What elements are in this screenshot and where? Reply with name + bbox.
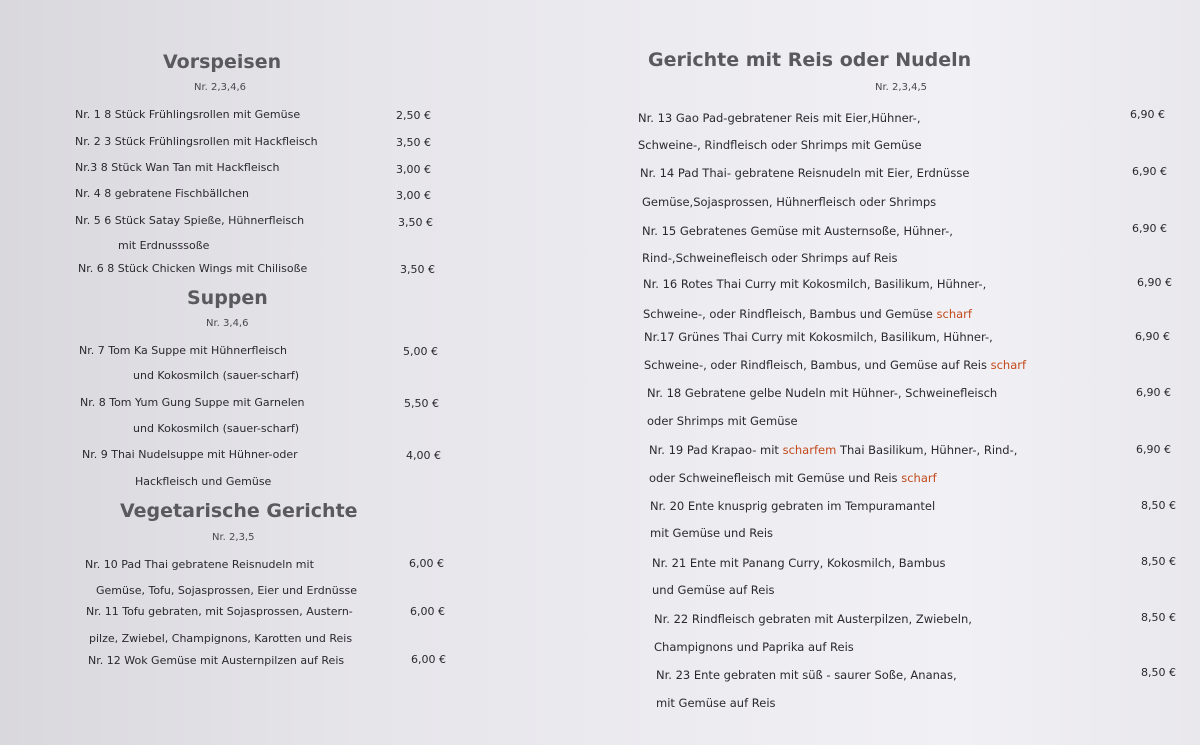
menu-item-8-line2: und Kokosmilch (sauer-scharf) bbox=[133, 422, 300, 435]
menu-item-20-line2: mit Gemüse und Reis bbox=[650, 526, 774, 540]
menu-item-7-price: 5,00 € bbox=[403, 345, 438, 358]
menu-item-22-price: 8,50 € bbox=[1141, 611, 1176, 624]
section-allergens-vorspeisen: Nr. 2,3,4,6 bbox=[194, 82, 247, 93]
menu-item-11: Nr. 11 Tofu gebraten, mit Sojasprossen, Austern- bbox=[86, 605, 353, 618]
menu-item-21-price: 8,50 € bbox=[1141, 555, 1176, 568]
menu-item-7: Nr. 7 Tom Ka Suppe mit Hühnerfleisch bbox=[79, 344, 288, 357]
menu-item-7-line2: und Kokosmilch (sauer-scharf) bbox=[133, 369, 300, 382]
menu-item-8: Nr. 8 Tom Yum Gung Suppe mit Garnelen bbox=[80, 396, 305, 409]
menu-item-3: Nr.3 8 Stück Wan Tan mit Hackfleisch bbox=[75, 161, 280, 174]
section-allergens-suppen: Nr. 3,4,6 bbox=[206, 318, 249, 329]
menu-item-6: Nr. 6 8 Stück Chicken Wings mit Chilisoße bbox=[78, 262, 308, 275]
menu-item-23-line2: mit Gemüse auf Reis bbox=[656, 696, 776, 710]
menu-item-11-line2: pilze, Zwiebel, Champignons, Karotten und Reis bbox=[89, 632, 353, 645]
menu-item-17: Nr.17 Grünes Thai Curry mit Kokosmilch, Basilikum, Hühner-, bbox=[644, 330, 993, 344]
menu-item-17-hot-label: scharf bbox=[990, 358, 1027, 372]
menu-item-1: Nr. 1 8 Stück Frühlingsrollen mit Gemüse bbox=[75, 108, 301, 121]
menu-item-19-line2 bbox=[649, 471, 937, 485]
menu-item-9-price: 4,00 € bbox=[406, 449, 441, 462]
menu-item-21: Nr. 21 Ente mit Panang Curry, Kokosmilch, Bambus bbox=[652, 556, 946, 570]
menu-item-9-line2: Hackfleisch und Gemüse bbox=[135, 475, 272, 488]
menu-item-4-price: 3,00 € bbox=[396, 189, 431, 202]
menu-item-19-hot-label: scharf bbox=[901, 471, 937, 485]
menu-item-6-price: 3,50 € bbox=[400, 263, 435, 276]
section-title-vorspeisen: Vorspeisen bbox=[163, 51, 282, 73]
menu-item-22: Nr. 22 Rindfleisch gebraten mit Austerpilzen, Zwiebeln, bbox=[654, 612, 972, 626]
menu-item-18: Nr. 18 Gebratene gelbe Nudeln mit Hühner-, Schweinefleisch bbox=[647, 386, 998, 400]
menu-item-15-price: 6,90 € bbox=[1132, 222, 1167, 235]
menu-item-23-price: 8,50 € bbox=[1141, 666, 1176, 679]
menu-item-5: Nr. 5 6 Stück Satay Spieße, Hühnerfleisch bbox=[75, 214, 305, 227]
menu-item-10: Nr. 10 Pad Thai gebratene Reisnudeln mit bbox=[85, 558, 314, 571]
menu-item-8-price: 5,50 € bbox=[404, 397, 439, 410]
menu-item-21-line2: und Gemüse auf Reis bbox=[652, 583, 775, 597]
section-allergens-vegetarisch: Nr. 2,3,5 bbox=[212, 532, 255, 543]
menu-item-20: Nr. 20 Ente knusprig gebraten im Tempuramantel bbox=[650, 499, 936, 513]
menu-item-1-price: 2,50 € bbox=[396, 109, 431, 122]
menu-item-19 bbox=[649, 443, 1017, 457]
menu-item-12: Nr. 12 Wok Gemüse mit Austernpilzen auf Reis bbox=[88, 654, 345, 667]
menu-item-14: Nr. 14 Pad Thai- gebratene Reisnudeln mit Eier, Erdnüsse bbox=[640, 166, 970, 180]
section-title-vegetarisch: Vegetarische Gerichte bbox=[120, 500, 358, 522]
menu-item-19-text-b: Thai Basilikum, Hühner-, Rind-, bbox=[839, 443, 1018, 457]
menu-item-16-line2 bbox=[643, 307, 972, 321]
menu-item-18-price: 6,90 € bbox=[1136, 386, 1171, 399]
menu-item-3-price: 3,00 € bbox=[396, 163, 431, 176]
menu-item-16-line2-text: Schweine-, oder Rindfleisch, Bambus und Gemüse bbox=[643, 307, 933, 321]
menu-item-4: Nr. 4 8 gebratene Fischbällchen bbox=[75, 187, 249, 200]
menu-item-16: Nr. 16 Rotes Thai Curry mit Kokosmilch, Basilikum, Hühner-, bbox=[643, 277, 987, 291]
menu-item-5-line2: mit Erdnusssoße bbox=[118, 239, 210, 252]
menu-item-15: Nr. 15 Gebratenes Gemüse mit Austernsoße, Hühner-, bbox=[642, 224, 953, 238]
menu-item-15-line2: Rind-,Schweinefleisch oder Shrimps auf Reis bbox=[642, 251, 898, 265]
menu-item-2: Nr. 2 3 Stück Frühlingsrollen mit Hackfleisch bbox=[75, 135, 318, 148]
menu-item-19-line2-text: oder Schweinefleisch mit Gemüse und Reis bbox=[649, 471, 898, 485]
menu-item-22-line2: Champignons und Paprika auf Reis bbox=[654, 640, 854, 654]
menu-item-13-price: 6,90 € bbox=[1130, 108, 1165, 121]
menu-item-13-line2: Schweine-, Rindfleisch oder Shrimps mit Gemüse bbox=[638, 138, 922, 152]
menu-item-5-price: 3,50 € bbox=[398, 216, 433, 229]
menu-item-11-price: 6,00 € bbox=[410, 605, 445, 618]
menu-item-2-price: 3,50 € bbox=[396, 136, 431, 149]
menu-item-17-line2 bbox=[644, 358, 1026, 372]
menu-item-19-price: 6,90 € bbox=[1136, 443, 1171, 456]
menu-item-9: Nr. 9 Thai Nudelsuppe mit Hühner-oder bbox=[82, 448, 298, 461]
menu-item-10-price: 6,00 € bbox=[409, 557, 444, 570]
section-allergens-reis-nudeln: Nr. 2,3,4,5 bbox=[875, 82, 928, 93]
menu-item-16-price: 6,90 € bbox=[1137, 276, 1172, 289]
menu-item-12-price: 6,00 € bbox=[411, 653, 446, 666]
section-title-suppen: Suppen bbox=[187, 287, 268, 309]
menu-item-16-hot-label: scharf bbox=[936, 307, 972, 321]
menu-item-14-price: 6,90 € bbox=[1132, 165, 1167, 178]
menu-item-14-line2: Gemüse,Sojasprossen, Hühnerfleisch oder Shrimps bbox=[642, 195, 937, 209]
menu-item-17-line2-text: Schweine-, oder Rindfleisch, Bambus, und Gemüse auf Reis bbox=[644, 358, 987, 372]
menu-item-10-line2: Gemüse, Tofu, Sojasprossen, Eier und Erdnüsse bbox=[96, 584, 357, 597]
menu-item-20-price: 8,50 € bbox=[1141, 499, 1176, 512]
menu-item-13: Nr. 13 Gao Pad-gebratener Reis mit Eier,Hühner-, bbox=[638, 111, 921, 125]
menu-item-19-hot-word: scharfem bbox=[782, 443, 837, 457]
menu-item-17-price: 6,90 € bbox=[1135, 330, 1170, 343]
section-title-reis-nudeln: Gerichte mit Reis oder Nudeln bbox=[648, 49, 972, 71]
menu-item-18-line2: oder Shrimps mit Gemüse bbox=[647, 414, 798, 428]
menu-item-23: Nr. 23 Ente gebraten mit süß - saurer Soße, Ananas, bbox=[656, 668, 957, 682]
menu-item-19-text-a: Nr. 19 Pad Krapao- mit bbox=[649, 443, 779, 457]
